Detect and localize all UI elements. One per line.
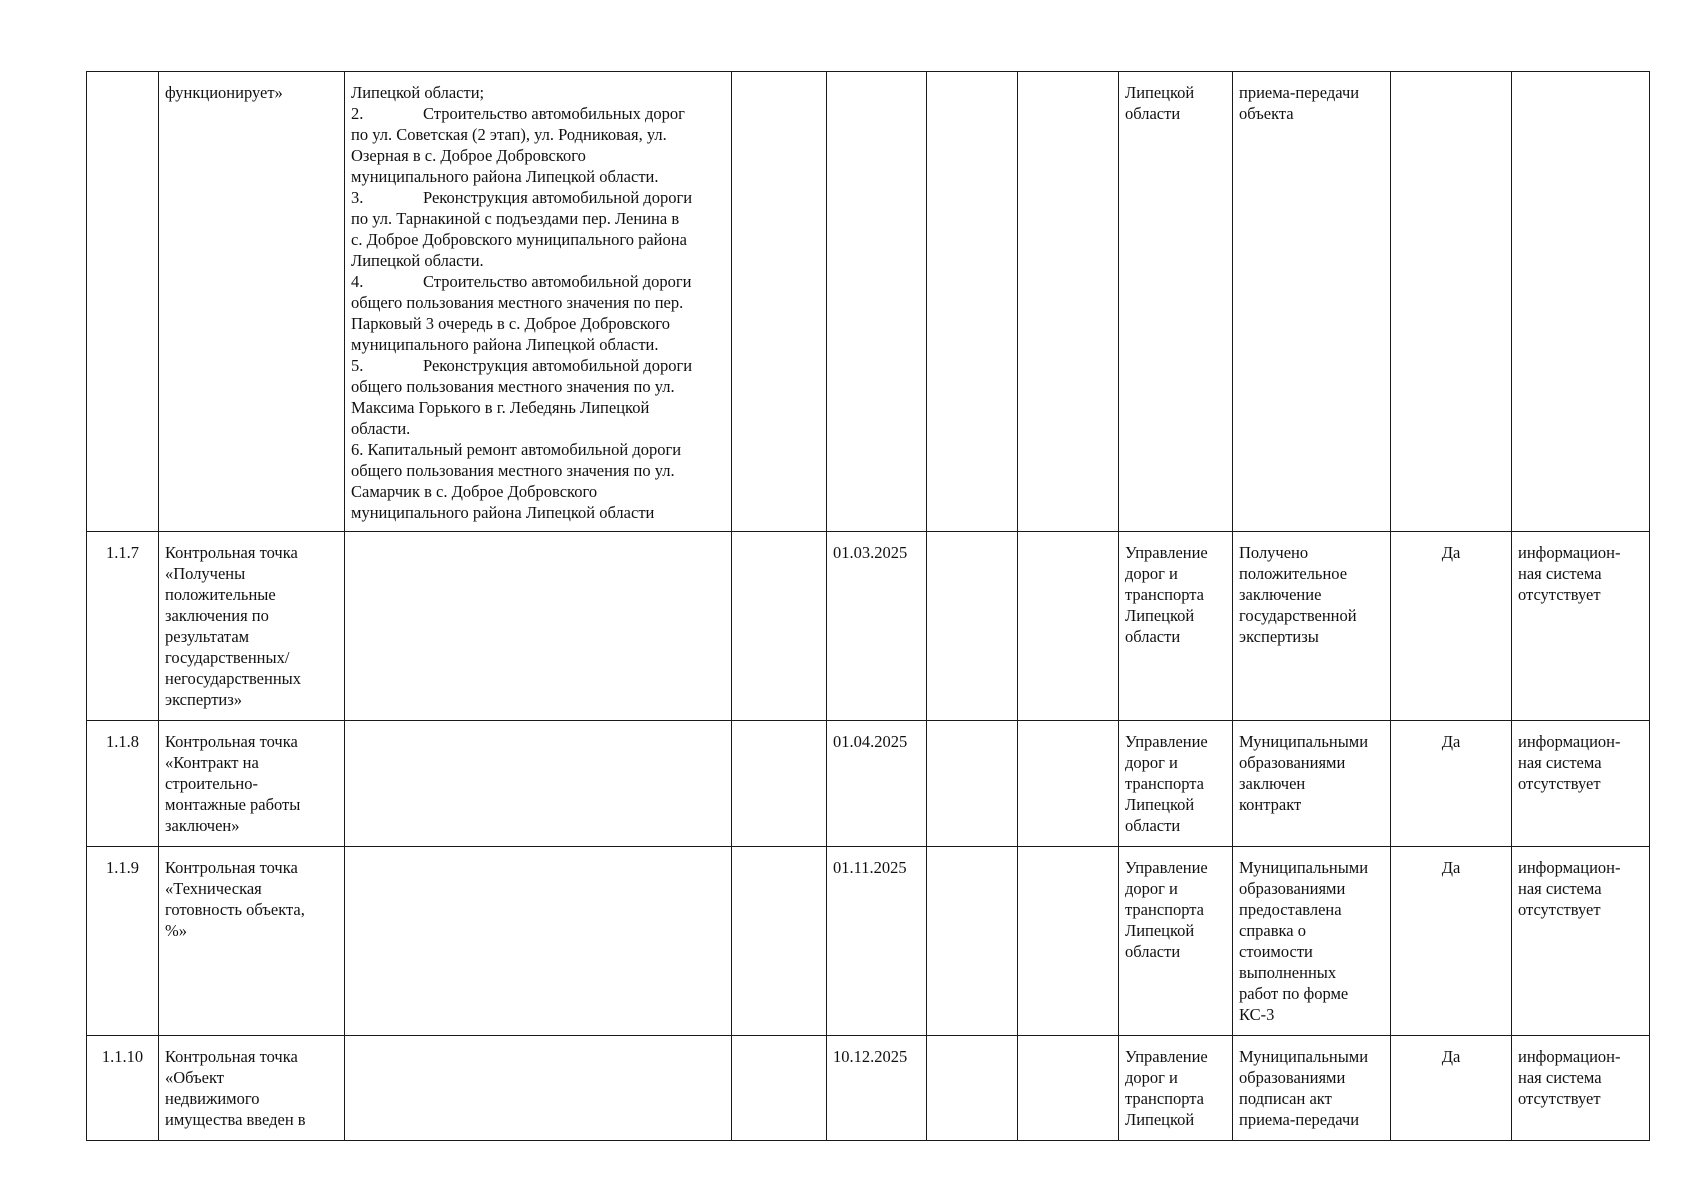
object-list-line: общего пользования местного значения по ул. [351, 377, 675, 396]
name-line: экспертиз» [165, 690, 243, 709]
table-row [87, 72, 1650, 532]
responsible-cell [1119, 1036, 1233, 1141]
flag-cell [1391, 532, 1512, 721]
responsible-line: транспорта [1125, 1089, 1204, 1108]
document-line: Муниципальными [1239, 732, 1369, 751]
empty-cell [1018, 721, 1119, 847]
empty-cell [732, 72, 827, 532]
object-list-line: Липецкой области. [351, 251, 484, 270]
object-list-line: области. [351, 419, 411, 438]
document-line: справка о [1239, 921, 1306, 940]
document-line: подписан акт [1239, 1089, 1332, 1108]
name-line: имущества введен в [165, 1110, 306, 1129]
object-list-line: по ул. Советская (2 этап), ул. Родниковая, ул. [351, 125, 667, 144]
responsible-line: Управление [1125, 1047, 1208, 1066]
list-marker: 3. [351, 188, 364, 207]
document-line: Муниципальными [1239, 858, 1369, 877]
empty-cell [1018, 72, 1119, 532]
row-number-cell [87, 1036, 159, 1141]
info-system-line: ная система [1518, 879, 1602, 898]
document-line: объекта [1239, 104, 1294, 123]
object-list-line: общего пользования местного значения по ул. [351, 461, 675, 480]
info-system-line: ная система [1518, 1068, 1602, 1087]
responsible-line: транспорта [1125, 900, 1204, 919]
object-list-line: муниципального района Липецкой области. [351, 335, 659, 354]
object-list-line: общего пользования местного значения по пер. [351, 293, 684, 312]
responsible-line: области [1125, 942, 1181, 961]
row-number: 1.1.7 [106, 543, 139, 562]
name-line: заключения по [165, 606, 269, 625]
empty-cell [732, 847, 827, 1036]
document-line: образованиями [1239, 753, 1346, 772]
info-system-line: отсутствует [1518, 900, 1601, 919]
document-line: положительное [1239, 564, 1348, 583]
responsible-cell [1119, 532, 1233, 721]
name-line: функционирует» [165, 83, 283, 102]
object-list-line: 3. Реконструкция автомобильной дороги [351, 188, 693, 207]
name-line: негосударственных [165, 669, 302, 688]
document-line: предоставлена [1239, 900, 1342, 919]
empty-cell [732, 532, 827, 721]
document-line: образованиями [1239, 1068, 1346, 1087]
document-line: выполненных [1239, 963, 1337, 982]
responsible-line: области [1125, 627, 1181, 646]
document-cell [1233, 721, 1391, 847]
empty-cell [927, 847, 1018, 1036]
responsible-line: Липецкой [1125, 921, 1195, 940]
info-system-line: ная система [1518, 564, 1602, 583]
deadline-date: 01.04.2025 [833, 732, 908, 751]
name-line: положительные [165, 585, 276, 604]
row-number-cell [87, 72, 159, 532]
flag-cell [1391, 721, 1512, 847]
flag-cell [1391, 1036, 1512, 1141]
document-line: стоимости [1239, 942, 1313, 961]
control-points-table [86, 71, 1650, 1141]
name-line: «Техническая [165, 879, 262, 898]
date-cell [827, 72, 927, 532]
empty-cell [732, 721, 827, 847]
deadline-date: 01.03.2025 [833, 543, 908, 562]
name-line: Контрольная точка [165, 543, 298, 562]
table-row [87, 532, 1650, 721]
info-system-cell [1512, 72, 1650, 532]
row-number: 1.1.8 [106, 732, 139, 751]
name-line: государственных/ [165, 648, 290, 667]
document-line: КС-3 [1239, 1005, 1275, 1024]
date-cell [827, 1036, 927, 1141]
deadline-date: 01.11.2025 [833, 858, 907, 877]
row-number-cell [87, 721, 159, 847]
empty-cell [927, 532, 1018, 721]
object-list-line: муниципального района Липецкой области. [351, 167, 659, 186]
flag-value: Да [1441, 732, 1461, 751]
list-marker: 5. [351, 356, 364, 375]
object-list-line: с. Доброе Добровского муниципального района [351, 230, 687, 249]
flag-cell [1391, 847, 1512, 1036]
responsible-line: дорог и [1125, 879, 1178, 898]
info-system-cell [1512, 721, 1650, 847]
empty-cell [927, 721, 1018, 847]
empty-cell [1018, 847, 1119, 1036]
name-line: заключен» [165, 816, 240, 835]
objects-list-cell [345, 847, 732, 1036]
list-marker: 2. [351, 104, 364, 123]
objects-list-cell [345, 72, 732, 532]
flag-value: Да [1441, 858, 1461, 877]
object-list-line: по ул. Тарнакиной с подъездами пер. Ленина в [351, 209, 680, 228]
document-line: экспертизы [1239, 627, 1319, 646]
responsible-cell [1119, 72, 1233, 532]
info-system-line: отсутствует [1518, 774, 1601, 793]
objects-list-cell [345, 532, 732, 721]
name-line: результатам [165, 627, 250, 646]
document-line: приема-передачи [1239, 1110, 1360, 1129]
info-system-cell [1512, 1036, 1650, 1141]
info-system-line: информацион- [1518, 1047, 1621, 1066]
responsible-line: Липецкой [1125, 83, 1195, 102]
responsible-line: дорог и [1125, 753, 1178, 772]
responsible-line: области [1125, 104, 1181, 123]
info-system-cell [1512, 532, 1650, 721]
document-cell [1233, 1036, 1391, 1141]
document-line: Получено [1239, 543, 1309, 562]
name-line: недвижимого [165, 1089, 260, 1108]
name-line: Контрольная точка [165, 732, 298, 751]
flag-value: Да [1441, 543, 1461, 562]
name-line: «Контракт на [165, 753, 259, 772]
name-line: «Объект [165, 1068, 225, 1087]
responsible-line: Управление [1125, 858, 1208, 877]
table-row [87, 847, 1650, 1036]
object-list-line: 2. Строительство автомобильных дорог [351, 104, 685, 123]
row-number-cell [87, 532, 159, 721]
responsible-line: области [1125, 816, 1181, 835]
info-system-line: информацион- [1518, 732, 1621, 751]
name-cell [159, 721, 345, 847]
object-list-line: Самарчик в с. Доброе Добровского [351, 482, 598, 501]
document-cell [1233, 847, 1391, 1036]
flag-cell [1391, 72, 1512, 532]
row-number: 1.1.10 [101, 1047, 144, 1066]
date-cell [827, 847, 927, 1036]
object-list-line: Липецкой области; [351, 83, 485, 102]
object-list-line: Максима Горького в г. Лебедянь Липецкой [351, 398, 650, 417]
object-list-line: 4. Строительство автомобильной дороги [351, 272, 692, 291]
document-line: заключение [1239, 585, 1322, 604]
object-list-line: 6. Капитальный ремонт автомобильной дороги [351, 440, 682, 459]
empty-cell [927, 72, 1018, 532]
responsible-cell [1119, 721, 1233, 847]
flag-value: Да [1441, 1047, 1461, 1066]
name-cell [159, 532, 345, 721]
info-system-line: отсутствует [1518, 1089, 1601, 1108]
responsible-line: дорог и [1125, 564, 1178, 583]
deadline-date: 10.12.2025 [833, 1047, 908, 1066]
table-row [87, 1036, 1650, 1141]
objects-list-cell [345, 721, 732, 847]
empty-cell [732, 1036, 827, 1141]
document-line: Муниципальными [1239, 1047, 1369, 1066]
date-cell [827, 721, 927, 847]
row-number-cell [87, 847, 159, 1036]
list-marker: 4. [351, 272, 364, 291]
document-line: заключен [1239, 774, 1306, 793]
name-line: «Получены [165, 564, 246, 583]
responsible-line: Липецкой [1125, 606, 1195, 625]
document-line: приема-передачи [1239, 83, 1360, 102]
responsible-line: транспорта [1125, 585, 1204, 604]
document-cell [1233, 72, 1391, 532]
name-line: %» [165, 921, 187, 940]
name-cell [159, 1036, 345, 1141]
objects-list-cell [345, 1036, 732, 1141]
date-cell [827, 532, 927, 721]
empty-cell [1018, 532, 1119, 721]
responsible-line: дорог и [1125, 1068, 1178, 1087]
object-list-line: муниципального района Липецкой области [351, 503, 655, 522]
responsible-line: транспорта [1125, 774, 1204, 793]
name-line: монтажные работы [165, 795, 301, 814]
document-line: контракт [1239, 795, 1302, 814]
responsible-cell [1119, 847, 1233, 1036]
empty-cell [1018, 1036, 1119, 1141]
empty-cell [927, 1036, 1018, 1141]
document-line: образованиями [1239, 879, 1346, 898]
name-line: строительно- [165, 774, 258, 793]
responsible-line: Липецкой [1125, 1110, 1195, 1129]
info-system-line: информацион- [1518, 858, 1621, 877]
info-system-line: отсутствует [1518, 585, 1601, 604]
info-system-line: информацион- [1518, 543, 1621, 562]
document-line: государственной [1239, 606, 1357, 625]
table-row [87, 721, 1650, 847]
object-list-line: Озерная в с. Доброе Добровского [351, 146, 586, 165]
info-system-line: ная система [1518, 753, 1602, 772]
name-cell [159, 847, 345, 1036]
row-number: 1.1.9 [106, 858, 139, 877]
name-cell [159, 72, 345, 532]
info-system-cell [1512, 847, 1650, 1036]
document-line: работ по форме [1239, 984, 1349, 1003]
responsible-line: Липецкой [1125, 795, 1195, 814]
responsible-line: Управление [1125, 543, 1208, 562]
name-line: Контрольная точка [165, 1047, 298, 1066]
object-list-line: 5. Реконструкция автомобильной дороги [351, 356, 693, 375]
document-cell [1233, 532, 1391, 721]
name-line: Контрольная точка [165, 858, 298, 877]
object-list-line: Парковый 3 очередь в с. Доброе Добровского [351, 314, 670, 333]
responsible-line: Управление [1125, 732, 1208, 751]
name-line: готовность объекта, [165, 900, 305, 919]
